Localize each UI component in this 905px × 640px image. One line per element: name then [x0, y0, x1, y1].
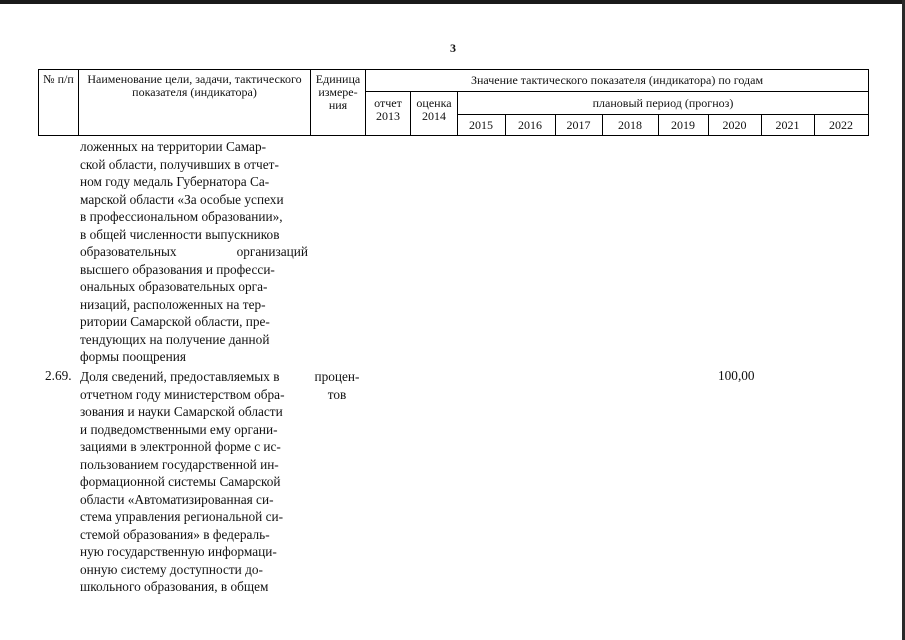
header-year: 2020: [722, 118, 747, 132]
row-indicator-text: Доля сведений, предоставляемых в отчетном году министерством обра- зования и науки Самарской области и подведомственными ему органи- зациями в электронной форме с ис- пользованием государственной ин- формационной системы Самарской области «Автоматизированная си- стема управления региональной си- стемой образования» в федераль- ную государственную информаци- онную систему доступности до- школьного образования, в общем: [80, 369, 285, 594]
header-values-title: Значение тактического показателя (индикатора) по годам: [470, 73, 764, 87]
header-year: 2019: [671, 118, 695, 132]
row-unit: процен- тов: [314, 369, 360, 402]
header-plan: плановый период (прогноз): [592, 96, 734, 110]
row-number: 2.69.: [45, 368, 72, 383]
value-2020: 100,00: [718, 368, 755, 383]
header-unit: Единица измере-ния: [315, 72, 361, 112]
row-indicator-text: ложенных на территории Самар- ской области, получивших в отчет- ном году медаль Губернатора Са- марской области «За особые успехи в профессиональном образовании», в общей численности выпускников образовательных организаций высшего образования и професси- ональных образовательных орга- низаций, расположенных на тер- ритории Самарской области, пре- тендующих на получение данной формы поощрения: [80, 139, 308, 364]
page-number: 3: [450, 41, 456, 55]
header-year: 2016: [518, 118, 542, 132]
header-name: Наименование цели, задачи, тактического показателя (индикатора): [87, 72, 302, 99]
header-report: отчет 2013: [374, 96, 402, 123]
header-year: 2021: [775, 118, 800, 132]
header-num: № п/п: [43, 72, 74, 86]
header-year: 2022: [829, 118, 853, 132]
scan-edge-top: [0, 0, 905, 4]
header-year: 2015: [469, 118, 493, 132]
header-year: 2017: [566, 118, 591, 132]
table-header: [38, 69, 869, 136]
header-year: 2018: [618, 118, 642, 132]
header-estimate: оценка 2014: [416, 96, 452, 123]
